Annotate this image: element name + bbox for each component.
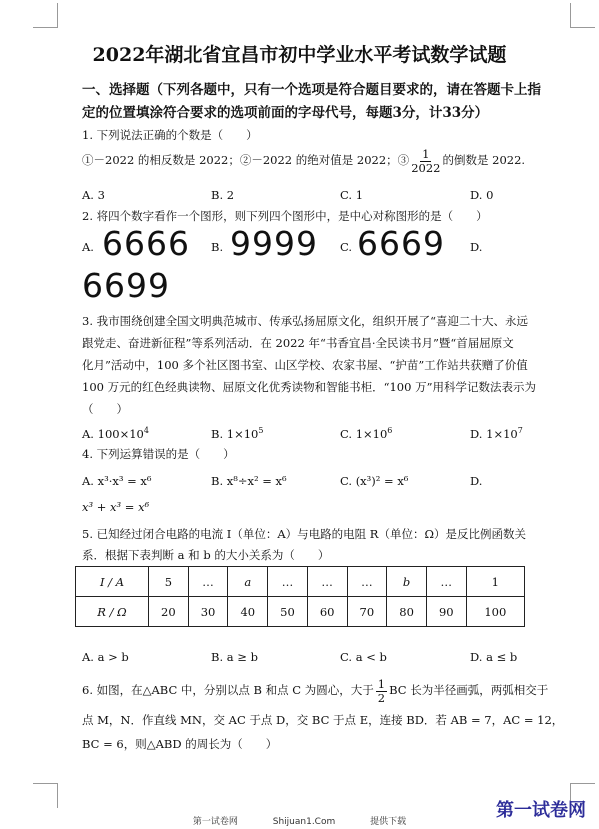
q3-line-5: （ ） (82, 402, 128, 416)
q6-line-1-post: BC 长为半径画弧，两弧相交于 (389, 683, 549, 698)
q3-option-a-label: A. (82, 426, 94, 441)
footer-right: 提供下载 (370, 817, 407, 827)
table-cell: … (188, 567, 228, 597)
table-cell: 1 (466, 567, 524, 597)
q1-option-b: B. 2 (211, 188, 235, 202)
q2-figure-a: 6666 (102, 224, 190, 263)
table-cell: I / A (76, 567, 149, 597)
q3-option-c-base: 1×10 (355, 426, 388, 441)
brand-watermark: 第一试卷网 (496, 800, 586, 821)
table-cell: b (387, 567, 427, 597)
q1-option-d: D. 0 (470, 188, 494, 202)
q3-option-a-exp: 4 (143, 426, 149, 435)
q1-stem: 1. 下列说法正确的个数是（ ） (82, 128, 258, 142)
q4-option-a: A. x³·x³ = x⁶ (82, 474, 152, 488)
q3-option-c-exp: 6 (387, 426, 393, 435)
q4-option-d-expression: x³ + x³ = x⁶ (82, 500, 150, 514)
q6-fraction (376, 678, 387, 704)
q2-figure-b: 9999 (230, 224, 318, 263)
q6-line-3: BC = 6，则△ABD 的周长为（ ） (82, 737, 278, 751)
page-footer (0, 814, 599, 827)
q5-line-1: 5. 已知经过闭合电路的电流 I（单位：A）与电路的电阻 R（单位：Ω）是反比例函数关 (82, 527, 526, 541)
section-heading-line2: 定的位置填涂符合要求的选项前面的字母代号，每题3分，计33分） (82, 105, 489, 121)
q4-option-b: B. x⁸÷x² = x⁶ (211, 474, 287, 488)
table-cell: a (228, 567, 268, 597)
q3-option-b-exp: 5 (258, 426, 264, 435)
q3-option-c (340, 426, 392, 441)
table-cell: … (307, 567, 347, 597)
table-row (76, 567, 525, 597)
q5-option-c: C. a < b (340, 650, 387, 664)
q3-line-4: 100 万元的红色经典读物、屈原文化优秀读物和智能书柜．“100 万”用科学记数法表示为 (82, 380, 536, 394)
table-cell: 20 (149, 597, 189, 627)
q3-option-b (211, 426, 263, 441)
q2-label-d: D. (470, 240, 483, 254)
q1-statement (82, 148, 525, 174)
q3-option-d-exp: 7 (517, 426, 523, 435)
q3-line-3: 化月”活动中，100 多个社区图书室、山区学校、农家书屋、“护苗”工作站共获赠了价值 (82, 358, 528, 372)
table-cell: … (426, 567, 466, 597)
q2-label-a: A. (82, 240, 94, 254)
crop-mark-top-right (570, 3, 595, 28)
q3-option-d (470, 426, 523, 441)
table-cell: 100 (466, 597, 524, 627)
table-cell: 40 (228, 597, 268, 627)
q3-option-d-label: D. (470, 426, 483, 441)
q2-label-b: B. (211, 240, 224, 254)
q1-statement-pre: ①－2022 的相反数是 2022；②－2022 的绝对值是 2022；③ (82, 153, 410, 168)
page-title: 2022年湖北省宜昌市初中学业水平考试数学试题 (92, 44, 507, 66)
q3-line-1: 3. 我市围绕创建全国文明典范城市、传承弘扬屈原文化，组织开展了“喜迎二十大、永远 (82, 314, 529, 328)
footer-left: 第一试卷网 (192, 817, 238, 827)
q6-line-1 (82, 678, 548, 704)
q3-line-2: 跟党走、奋进新征程”等系列活动．在 2022 年“书香宜昌·全民读书月”暨“首届屈原文 (82, 336, 514, 350)
table-cell: 30 (188, 597, 228, 627)
table-cell: R / Ω (76, 597, 149, 627)
q1-fraction (411, 148, 440, 174)
table-cell: 60 (307, 597, 347, 627)
q1-option-a: A. 3 (82, 188, 105, 202)
table-cell: 5 (149, 567, 189, 597)
q2-label-c: C. (340, 240, 353, 254)
crop-mark-bottom-left (33, 783, 58, 808)
crop-mark-top-left (33, 3, 58, 28)
q6-line-1-pre: 6. 如图，在△ABC 中，分别以点 B 和点 C 为圆心，大于 (82, 683, 374, 698)
q2-figure-d: 6699 (82, 266, 170, 305)
q3-option-a-base: 100×10 (97, 426, 144, 441)
table-cell: … (268, 567, 308, 597)
q1-fraction-denominator: 2022 (411, 160, 441, 175)
q5-option-a: A. a > b (82, 650, 129, 664)
q6-fraction-numerator: 1 (377, 677, 386, 691)
q4-option-d-label: D. (470, 474, 483, 488)
q3-option-d-base: 1×10 (486, 426, 518, 441)
table-row (76, 597, 525, 627)
q3-option-b-base: 1×10 (226, 426, 259, 441)
q2-stem: 2. 将四个数字看作一个图形，则下列四个图形中，是中心对称图形的是（ ） (82, 209, 488, 223)
q5-table (75, 566, 525, 627)
q6-line-2: 点 M，N．作直线 MN，交 AC 于点 D，交 BC 于点 E，连接 BD．若 AB = 7，AC = 12， (82, 713, 564, 727)
q4-option-c: C. (x³)² = x⁶ (340, 474, 409, 488)
table-cell: … (347, 567, 387, 597)
q5-option-b: B. a ≥ b (211, 650, 258, 664)
q3-option-c-label: C. (340, 426, 353, 441)
q5-option-d: D. a ≤ b (470, 650, 518, 664)
footer-link[interactable]: Shijuan1.Com (272, 817, 336, 827)
q1-statement-post: 的倒数是 2022. (442, 153, 526, 168)
q1-option-c: C. 1 (340, 188, 364, 202)
q6-fraction-denominator: 2 (377, 690, 386, 705)
q3-option-a (82, 426, 149, 441)
q2-figure-c: 6669 (357, 224, 445, 263)
section-heading-line1: 一、选择题（下列各题中，只有一个选项是符合题目要求的，请在答题卡上指 (82, 82, 541, 98)
table-cell: 80 (387, 597, 427, 627)
table-cell: 50 (268, 597, 308, 627)
table-cell: 70 (347, 597, 387, 627)
table-cell: 90 (426, 597, 466, 627)
q5-line-2: 系．根据下表判断 a 和 b 的大小关系为（ ） (82, 548, 330, 562)
q1-fraction-numerator: 1 (422, 147, 430, 161)
q4-stem: 4. 下列运算错误的是（ ） (82, 447, 235, 461)
q3-option-b-label: B. (211, 426, 224, 441)
